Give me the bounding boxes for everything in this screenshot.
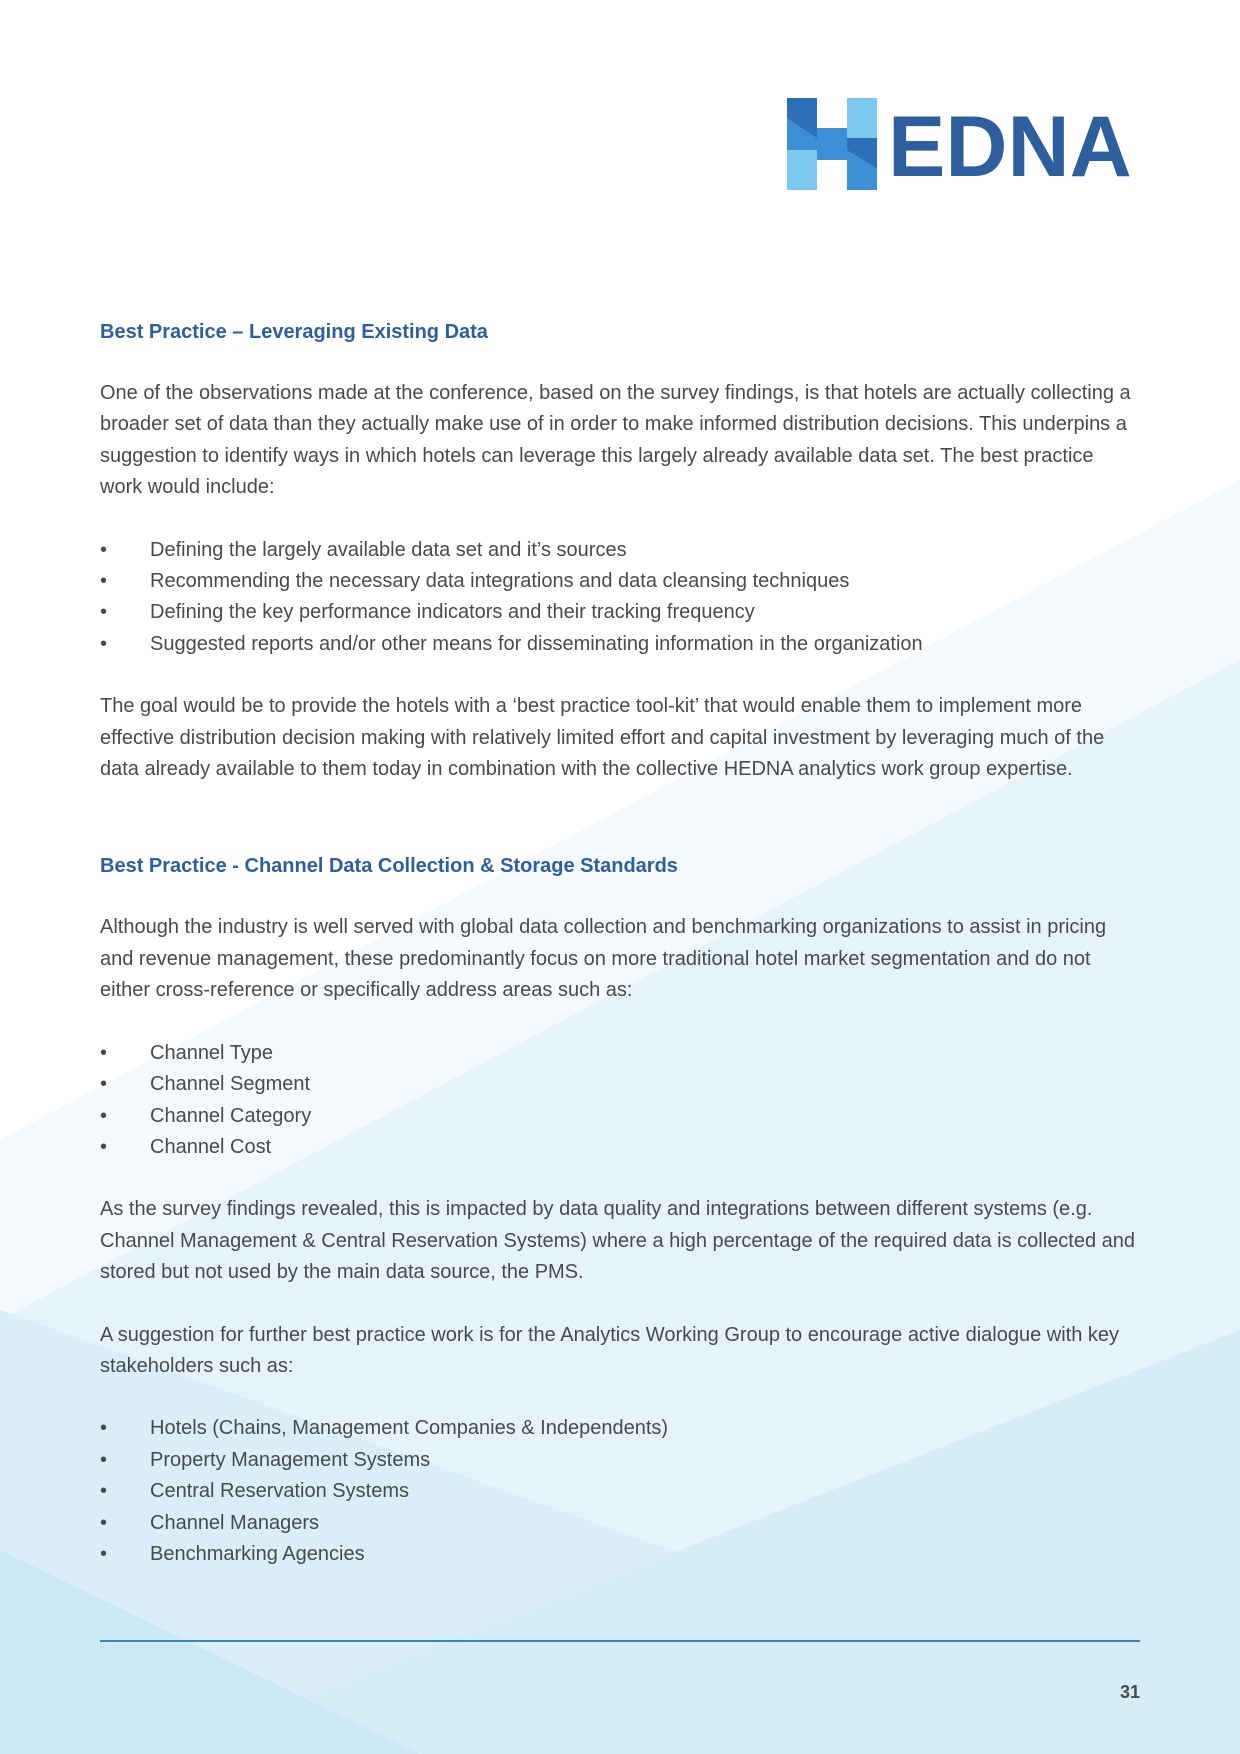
section1-goal: The goal would be to provide the hotels with a ‘best practice tool-kit’ that would enable them to implement more effective distribution decision making with relatively limited effort and capital investment by leveraging much of the data already available to them today in combination with the collective HEDNA analytics work group expertise. xyxy=(100,695,1105,781)
section2-survey: As the survey findings revealed, this is impacted by data quality and integrations between different systems (e.g. Channel Management & Central Reservation Systems) where a high percentage of the required data is collected and stored but not used by the main data source, the PMS. xyxy=(100,1198,1136,1284)
bullet-icon: • xyxy=(100,632,108,655)
list-item: • Channel Cost xyxy=(100,1132,1140,1163)
section1-intro: One of the observations made at the conference, based on the survey findings, is that hotels are actually collecting a broader set of data than they actually make use of in order to make informed distribution decisions. This underpins a suggestion to identify ways in which hotels can leverage this largely already available data set. The best practice work would include: xyxy=(100,382,1131,499)
bullet-icon: • xyxy=(100,1073,108,1096)
bullet-icon: • xyxy=(100,1417,108,1440)
list-item: • Benchmarking Agencies xyxy=(100,1539,1140,1570)
page-content xyxy=(100,318,1140,1570)
stakeholder-list xyxy=(100,1413,1140,1570)
section2-suggestion: A suggestion for further best practice work is for the Analytics Working Group to encourage active dialogue with key stakeholders such as: xyxy=(100,1323,1120,1377)
section2-heading: Best Practice - Channel Data Collection & Storage Standards xyxy=(100,855,678,878)
list-item: • Recommending the necessary data integrations and data cleansing techniques xyxy=(100,566,1140,597)
hedna-logo xyxy=(787,98,1142,190)
bullet-icon: • xyxy=(100,1542,108,1565)
section2-bullet-list xyxy=(100,1038,1140,1164)
bullet-icon: • xyxy=(100,1480,108,1503)
bullet-icon: • xyxy=(100,1041,108,1064)
list-item: • Channel Type xyxy=(100,1038,1140,1069)
list-item: • Defining the key performance indicators and their tracking frequency xyxy=(100,597,1140,628)
list-item: • Channel Managers xyxy=(100,1508,1140,1539)
list-item: • Central Reservation Systems xyxy=(100,1476,1140,1507)
bullet-icon: • xyxy=(100,570,108,593)
list-item: • Property Management Systems xyxy=(100,1445,1140,1476)
bullet-icon: • xyxy=(100,538,108,561)
section2-intro: Although the industry is well served with global data collection and benchmarking organizations to assist in pricing and revenue management, these predominantly focus on more traditional hotel market segmentation and do not either cross-reference or specifically address areas such as: xyxy=(100,916,1107,1002)
list-item: • Hotels (Chains, Management Companies & Independents) xyxy=(100,1413,1140,1444)
list-item: • Suggested reports and/or other means for disseminating information in the organization xyxy=(100,629,1140,660)
bullet-icon: • xyxy=(100,1104,108,1127)
section1-heading: Best Practice – Leveraging Existing Data xyxy=(100,321,488,343)
bullet-icon: • xyxy=(100,1448,108,1471)
list-item: • Channel Category xyxy=(100,1101,1140,1132)
footer-divider xyxy=(100,1640,1140,1642)
bullet-icon: • xyxy=(100,601,108,624)
list-item: • Defining the largely available data set and it’s sources xyxy=(100,535,1140,566)
list-item: • Channel Segment xyxy=(100,1069,1140,1100)
section1-bullet-list xyxy=(100,535,1140,661)
bullet-icon: • xyxy=(100,1135,108,1158)
bullet-icon: • xyxy=(100,1511,108,1534)
logo-wordmark: EDNA xyxy=(888,99,1132,190)
page-number: 31 xyxy=(1119,1682,1140,1702)
